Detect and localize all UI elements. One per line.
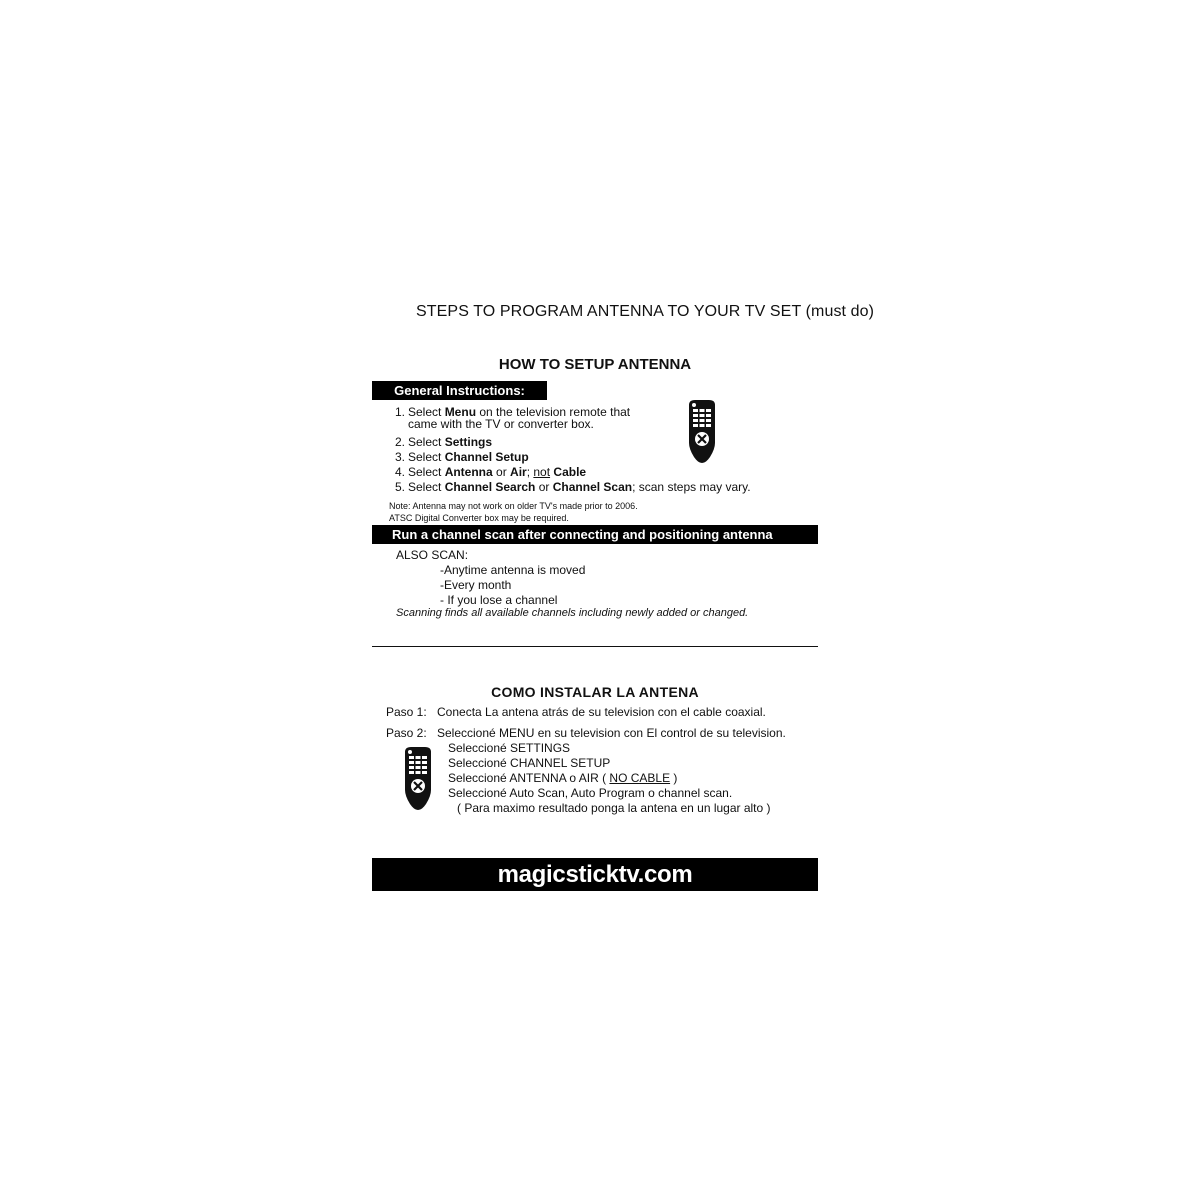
step-1: 1. Select Menu on the television remote that (395, 405, 631, 419)
paso-1: Paso 1: Conecta La antena atrás de su television con el cable coaxial. (386, 705, 766, 719)
spanish-steps (448, 741, 771, 816)
section-divider (372, 646, 818, 647)
step-1-continuation: came with the TV or converter box. (408, 417, 594, 431)
note-text: Note: Antenna may not work on older TV's made prior to 2006. ATSC Digital Converter box may be required. (389, 501, 638, 523)
scan-item: -Anytime antenna is moved (440, 563, 586, 577)
also-scan-label: ALSO SCAN: (396, 548, 469, 562)
scan-item: - If you lose a channel (440, 593, 558, 607)
website-footer: magicsticktv.com (372, 858, 818, 891)
remote-control-icon (686, 399, 718, 465)
general-instructions-bar: General Instructions: (372, 381, 547, 400)
spanish-heading: COMO INSTALAR LA ANTENA (491, 684, 699, 700)
step-2: 2. Select Settings (395, 435, 493, 449)
channel-scan-bar: Run a channel scan after connecting and positioning antenna (372, 525, 818, 544)
spanish-line: Seleccioné CHANNEL SETUP (448, 756, 611, 770)
page-title: STEPS TO PROGRAM ANTENNA TO YOUR TV SET (must do) (416, 303, 875, 320)
remote-control-icon (402, 746, 434, 812)
scan-items-list (440, 563, 585, 608)
scanning-note: Scanning finds all available channels including newly added or changed. (396, 607, 749, 619)
scan-item: -Every month (440, 578, 512, 592)
spanish-line: Seleccioné ANTENNA o AIR ( NO CABLE ) (448, 771, 678, 785)
step-5: 5. Select Channel Search or Channel Scan; scan steps may vary. (395, 480, 751, 494)
spanish-line: Seleccioné SETTINGS (448, 741, 571, 755)
spanish-tip: ( Para maximo resultado ponga la antena en un lugar alto ) (457, 801, 771, 815)
paso-2: Paso 2: Seleccioné MENU en su television con El control de su television. (386, 726, 786, 740)
step-3: 3. Select Channel Setup (395, 450, 529, 464)
english-heading: HOW TO SETUP ANTENNA (498, 356, 692, 373)
spanish-line: Seleccioné Auto Scan, Auto Program o channel scan. (448, 786, 733, 800)
step-4: 4. Select Antenna or Air; not Cable (395, 465, 587, 479)
